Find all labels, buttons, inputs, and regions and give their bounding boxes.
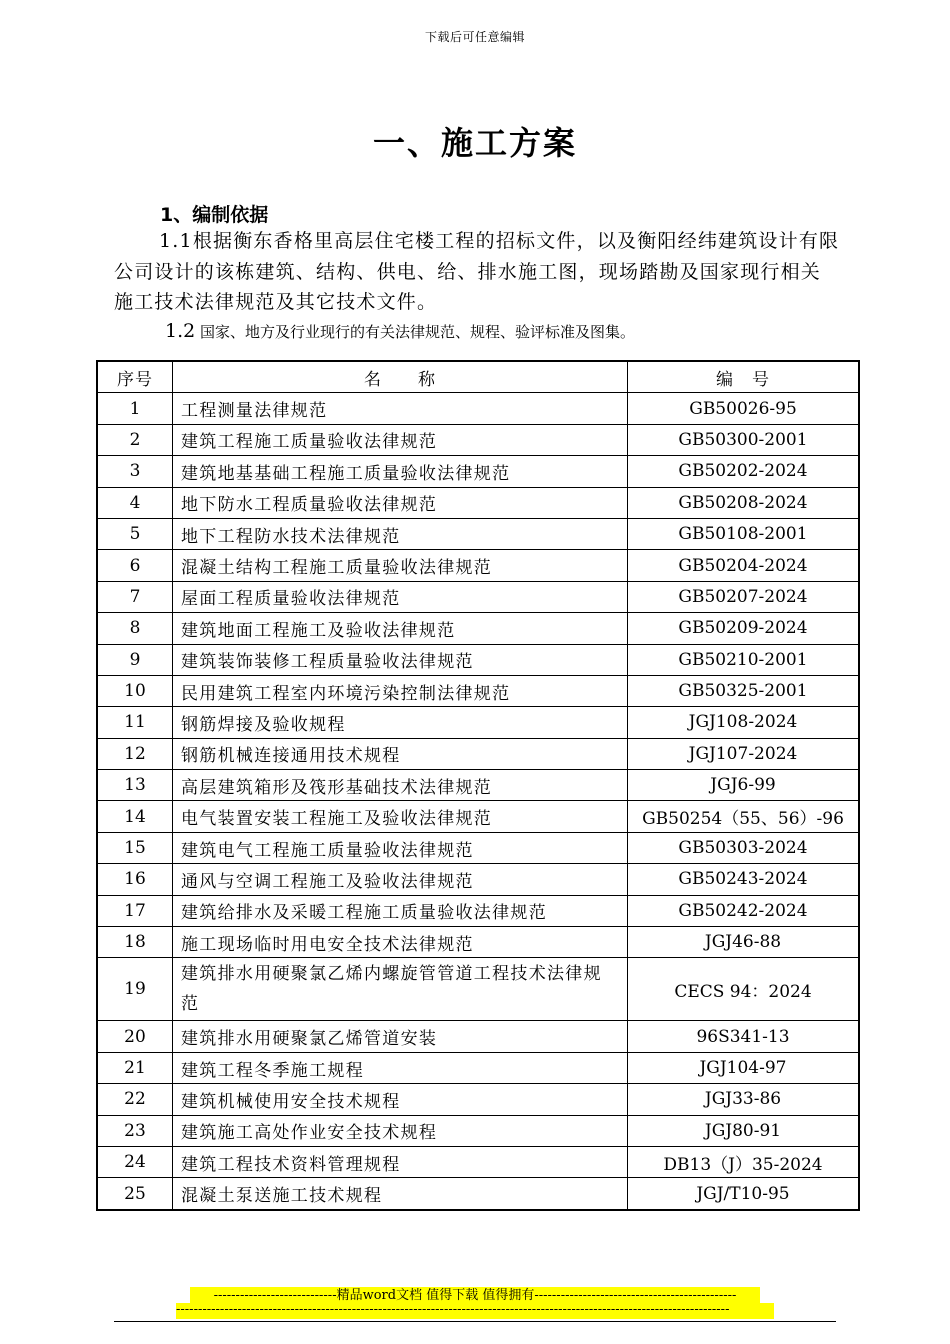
row-serial: 17: [97, 895, 173, 926]
row-name: 地下防水工程质量验收法律规范: [173, 487, 628, 518]
paragraph-1-1: 1.1根据衡东香格里高层住宅楼工程的招标文件，以及衡阳经纬建筑设计有限公司设计的该栋建筑、结构、供电、给、排水施工图，现场踏勘及国家现行相关施工技术法律规范及其它技术文件。: [114, 230, 840, 313]
row-code: GB50303-2024: [628, 832, 860, 863]
table-row: [97, 895, 859, 926]
row-name: 屋面工程质量验收法律规范: [173, 581, 628, 612]
row-code: JGJ46-88: [628, 927, 860, 958]
row-name: 建筑排水用硬聚氯乙烯内螺旋管管道工程技术法律规范: [173, 958, 628, 1021]
row-serial: 5: [97, 518, 173, 549]
row-code: JGJ107-2024: [628, 738, 860, 769]
row-code: GB50209-2024: [628, 613, 860, 644]
table-row: [97, 393, 859, 424]
table-row: [97, 487, 859, 518]
row-serial: 9: [97, 644, 173, 675]
row-name: 工程测量法律规范: [173, 393, 628, 424]
row-name: 建筑地基基础工程施工质量验收法律规范: [173, 456, 628, 487]
page-header-note: 下载后可任意编辑: [424, 30, 525, 44]
table-row: [97, 424, 859, 455]
row-serial: 19: [97, 958, 173, 1021]
row-serial: 23: [97, 1115, 173, 1146]
row-name: 钢筋焊接及验收规程: [173, 707, 628, 738]
row-serial: 16: [97, 864, 173, 895]
table-row: [97, 613, 859, 644]
table-row: [97, 1146, 859, 1177]
row-name: 电气装置安装工程施工及验收法律规范: [173, 801, 628, 832]
table-row: [97, 1021, 859, 1052]
row-serial: 13: [97, 770, 173, 801]
row-code: GB50208-2024: [628, 487, 860, 518]
row-serial: 20: [97, 1021, 173, 1052]
row-name: 施工现场临时用电安全技术法律规范: [173, 927, 628, 958]
row-code: JGJ6-99: [628, 770, 860, 801]
footer-rule: [114, 1321, 836, 1322]
row-code: GB50242-2024: [628, 895, 860, 926]
table-row: [97, 644, 859, 675]
table-row: [97, 675, 859, 706]
table-row: [97, 550, 859, 581]
row-code: GB50243-2024: [628, 864, 860, 895]
row-code: GB50108-2001: [628, 518, 860, 549]
row-serial: 7: [97, 581, 173, 612]
row-name: 高层建筑箱形及筏形基础技术法律规范: [173, 770, 628, 801]
table-row: [97, 864, 859, 895]
row-code: CECS 94：2024: [628, 958, 860, 1021]
row-code: DB13（J）35-2024: [628, 1146, 860, 1177]
row-name: 建筑电气工程施工质量验收法律规范: [173, 832, 628, 863]
row-code: JGJ104-97: [628, 1052, 860, 1083]
row-code: GB50300-2001: [628, 424, 860, 455]
row-name: 建筑给排水及采暖工程施工质量验收法律规范: [173, 895, 628, 926]
standards-table: [96, 360, 860, 1211]
section-heading: 1、编制依据: [160, 204, 269, 226]
row-serial: 8: [97, 613, 173, 644]
row-name: 建筑施工高处作业安全技术规程: [173, 1115, 628, 1146]
row-code: JGJ80-91: [628, 1115, 860, 1146]
table-row: [97, 707, 859, 738]
table-row: [97, 1115, 859, 1146]
paragraph-1-2: [165, 320, 635, 342]
row-code: JGJ108-2024: [628, 707, 860, 738]
row-serial: 22: [97, 1084, 173, 1115]
row-code: GB50325-2001: [628, 675, 860, 706]
table-row: [97, 456, 859, 487]
table-row: [97, 832, 859, 863]
row-serial: 6: [97, 550, 173, 581]
row-code: 96S341-13: [628, 1021, 860, 1052]
row-name: 混凝土结构工程施工质量验收法律规范: [173, 550, 628, 581]
row-name: 建筑装饰装修工程质量验收法律规范: [173, 644, 628, 675]
row-code: JGJ/T10-95: [628, 1178, 860, 1210]
row-name: 建筑地面工程施工及验收法律规范: [173, 613, 628, 644]
table-row: [97, 1052, 859, 1083]
row-serial: 15: [97, 832, 173, 863]
row-name: 地下工程防水技术法律规范: [173, 518, 628, 549]
row-serial: 1: [97, 393, 173, 424]
row-name: 建筑工程冬季施工规程: [173, 1052, 628, 1083]
row-code: GB50210-2001: [628, 644, 860, 675]
table-row: [97, 1084, 859, 1115]
header-code: 编 号: [628, 361, 860, 393]
row-name: 民用建筑工程室内环境污染控制法律规范: [173, 675, 628, 706]
header-name: 名 称: [173, 361, 628, 393]
table-row: [97, 958, 859, 1021]
row-serial: 25: [97, 1178, 173, 1210]
row-name: 通风与空调工程施工及验收法律规范: [173, 864, 628, 895]
row-serial: 21: [97, 1052, 173, 1083]
row-code: GB50026-95: [628, 393, 860, 424]
row-code: JGJ33-86: [628, 1084, 860, 1115]
table-row: [97, 927, 859, 958]
row-serial: 14: [97, 801, 173, 832]
row-name: 建筑工程施工质量验收法律规范: [173, 424, 628, 455]
row-code: GB50202-2024: [628, 456, 860, 487]
paragraph-1-2-text: 国家、地方及行业现行的有关法律规范、规程、验评标准及图集。: [200, 323, 636, 341]
row-code: GB50254（55、56）-96: [628, 801, 860, 832]
table-row: [97, 801, 859, 832]
table-row: [97, 581, 859, 612]
row-serial: 24: [97, 1146, 173, 1177]
table-row: [97, 770, 859, 801]
table-row: [97, 738, 859, 769]
row-serial: 4: [97, 487, 173, 518]
row-name: 混凝土泵送施工技术规程: [173, 1178, 628, 1210]
row-name: 钢筋机械连接通用技术规程: [173, 738, 628, 769]
row-serial: 18: [97, 927, 173, 958]
row-name: 建筑工程技术资料管理规程: [173, 1146, 628, 1177]
row-serial: 3: [97, 456, 173, 487]
row-name: 建筑机械使用安全技术规程: [173, 1084, 628, 1115]
row-serial: 10: [97, 675, 173, 706]
paragraph-1-2-number: 1.2: [165, 320, 196, 342]
header-serial: 序号: [97, 361, 173, 393]
document-title: 一、施工方案: [372, 124, 577, 162]
row-code: GB50207-2024: [628, 581, 860, 612]
table-row: [97, 1178, 859, 1210]
footer-dash-line: ------------------------------------------------------------------------------------------------------------------------------: [176, 1303, 774, 1319]
row-name: 建筑排水用硬聚氯乙烯管道安装: [173, 1021, 628, 1052]
table-row: [97, 518, 859, 549]
row-serial: 2: [97, 424, 173, 455]
footer-banner-line: ----------------------------精品word文档 值得下载 值得拥有----------------------------------------------: [190, 1287, 760, 1304]
row-serial: 11: [97, 707, 173, 738]
row-serial: 12: [97, 738, 173, 769]
table-header-row: [97, 361, 859, 393]
row-code: GB50204-2024: [628, 550, 860, 581]
